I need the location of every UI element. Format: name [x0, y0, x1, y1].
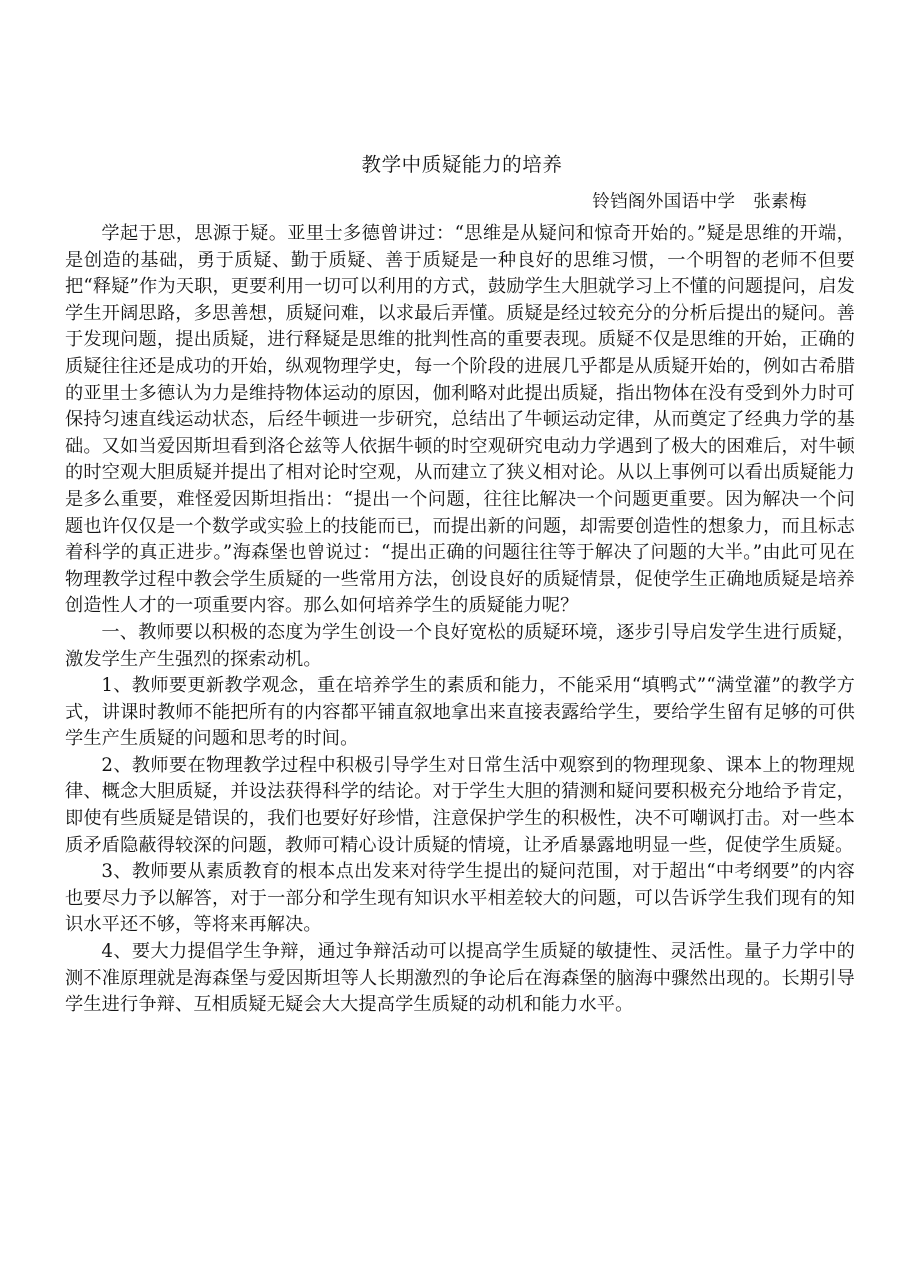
page-title: 教学中质疑能力的培养	[361, 153, 563, 176]
paragraph-item-1: 1、教师要更新教学观念，重在培养学生的素质和能力，不能采用“填鸭式”“满堂灌”的教学方式，讲课时教师不能把所有的内容都平铺直叙地拿出来直接表露给学生，要给学生留有足够的可供学生产生质疑的问题和思考的时间。	[65, 675, 855, 750]
paragraph-item-3: 3、教师要从素质教育的根本点出发来对待学生提出的疑问范围，对于超出“中考纲要”的内容也要尽力予以解答，对于一部分和学生现有知识水平相差较大的问题，可以告诉学生我们现有的知识水平还不够，等将来再解决。	[65, 861, 855, 936]
document-body	[65, 150, 855, 1019]
paragraph-intro: 学起于思，思源于疑。亚里士多德曾讲过：“思维是从疑问和惊奇开始的。”疑是思维的开端，是创造的基础，勇于质疑、勤于质疑、善于质疑是一种良好的思维习惯，一个明智的老师不但要把“释疑”作为天职，更要利用一切可以利用的方式，鼓励学生大胆就学习上不懂的问题提问，启发学生开阔思路，多思善想，质疑问难，以求最后弄懂。质疑是经过较充分的分析后提出的疑问。善于发现问题，提出质疑，进行释疑是思维的批判性高的重要表现。质疑不仅是思维的开始，正确的质疑往往还是成功的开始，纵观物理学史，每一个阶段的进展几乎都是从质疑开始的，例如古希腊的亚里士多德认为力是维持物体运动的原因，伽利略对此提出质疑，指出物体在没有受到外力时可保持匀速直线运动状态，后经牛顿进一步研究，总结出了牛顿运动定律，从而奠定了经典力学的基础。又如当爱因斯坦看到洛仑兹等人依据牛顿的时空观研究电动力学遇到了极大的困难后，对牛顿的时空观大胆质疑并提出了相对论时空观，从而建立了狭义相对论。从以上事例可以看出质疑能力是多么重要，难怪爱因斯坦指出：“提出一个问题，往往比解决一个问题更重要。因为解决一个问题也许仅仅是一个数学或实验上的技能而已，而提出新的问题，却需要创造性的想象力，而且标志着科学的真正进步。”海森堡也曾说过：“提出正确的问题往往等于解决了问题的大半。”由此可见在物理教学过程中教会学生质疑的一些常用方法，创设良好的质疑情景，促使学生正确地质疑是培养创造性人才的一项重要内容。那么如何培养学生的质疑能力呢？	[65, 223, 855, 617]
paragraph-item-2: 2、教师要在物理教学过程中积极引导学生对日常生活中观察到的物理现象、课本上的物理规律、概念大胆质疑，并设法获得科学的结论。对于学生大胆的猜测和疑问要积极充分地给予肯定，即使有些质疑是错误的，我们也要好好珍惜，注意保护学生的积极性，决不可嘲讽打击。对一些本质矛盾隐蔽得较深的问题，教师可精心设计质疑的情境，让矛盾暴露地明显一些，促使学生质疑。	[65, 754, 855, 856]
paragraph-item-4: 4、要大力提倡学生争辩，通过争辩活动可以提高学生质疑的敏捷性、灵活性。量子力学中的测不准原理就是海森堡与爱因斯坦等人长期激烈的争论后在海森堡的脑海中骤然出现的。长期引导学生进行争辩、互相质疑无疑会大大提高学生质疑的动机和能力水平。	[65, 941, 855, 1016]
author-byline: 铃铛阁外国语中学 张素梅	[592, 192, 807, 212]
paragraph-section-one: 一、教师要以积极的态度为学生创设一个良好宽松的质疑环境，逐步引导启发学生进行质疑，激发学生产生强烈的探索动机。	[65, 621, 855, 670]
